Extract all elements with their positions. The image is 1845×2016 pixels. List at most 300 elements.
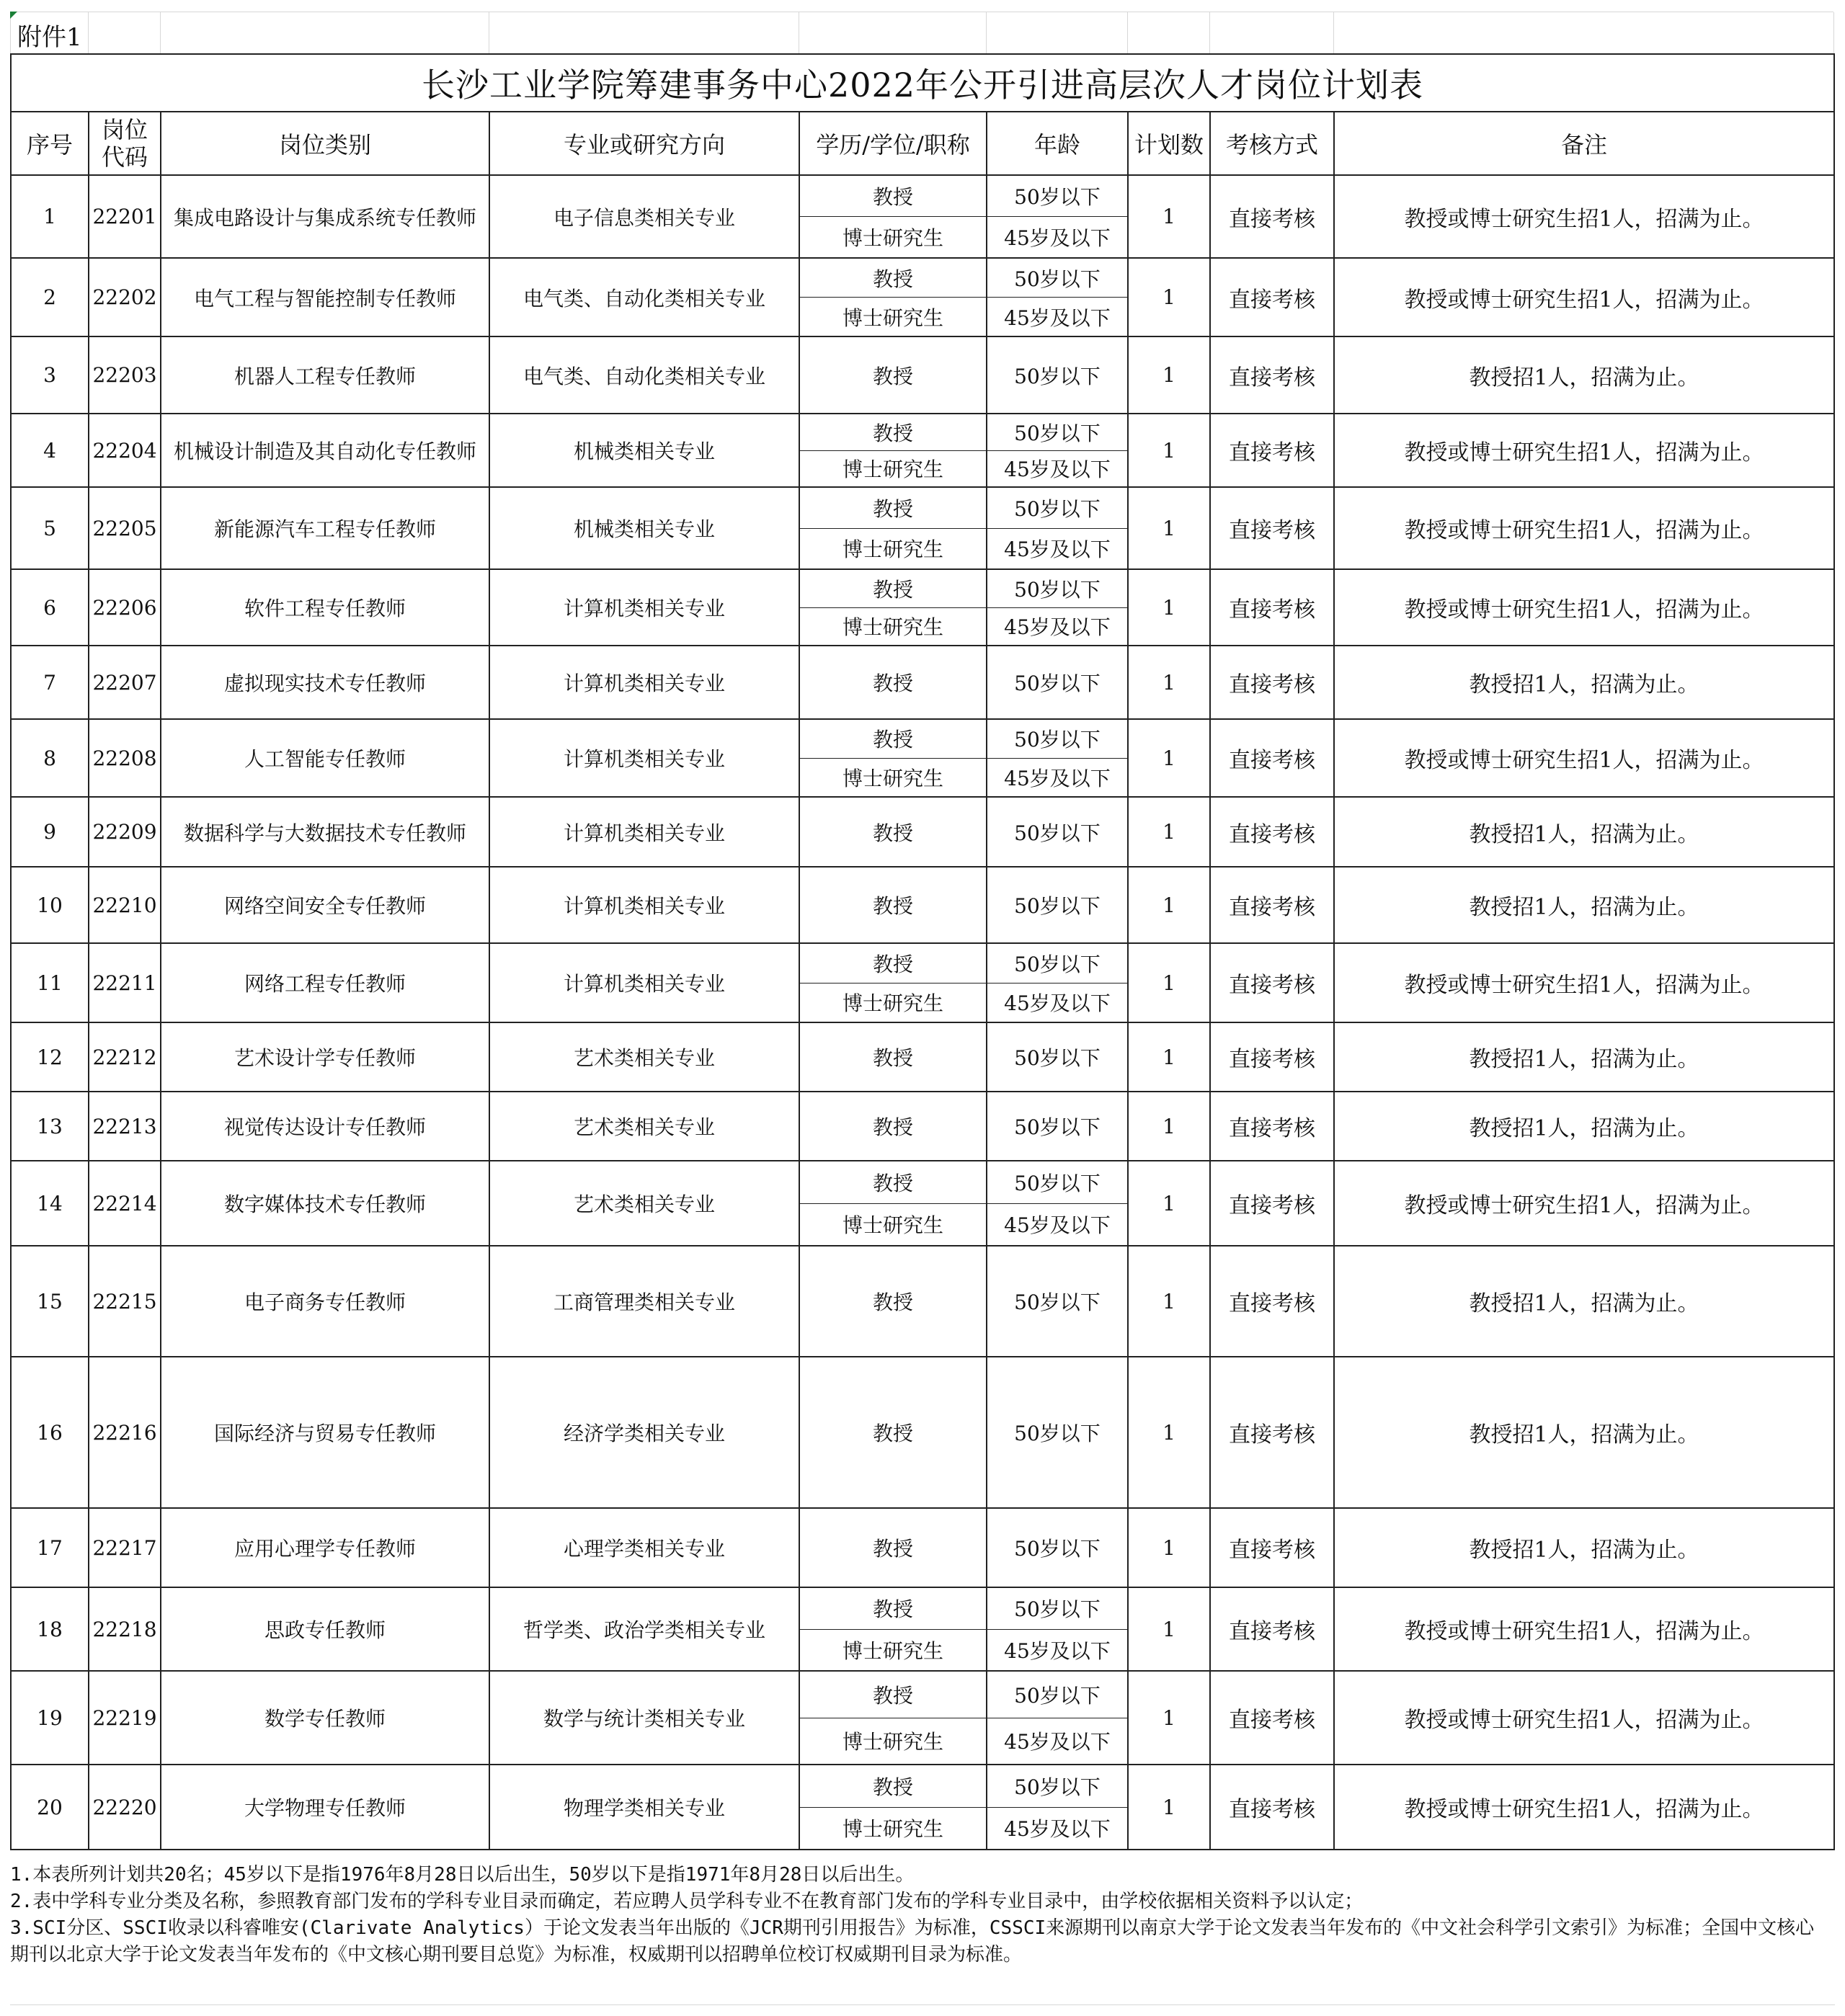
age-stack [987,1672,1127,1764]
header-code [89,112,161,175]
cell-category: 应用心理学专任教师 [161,1508,489,1587]
age-stack [987,646,1127,718]
cell-age [987,1508,1128,1587]
header-row [11,112,1834,175]
cell-degree-value: 教授 [872,1046,913,1070]
degree-stack [800,570,986,645]
cell-category: 大学物理专任教师 [161,1765,489,1850]
cell-degree-value: 教授 [872,1115,913,1139]
cell-method: 直接考核 [1210,487,1334,569]
cell-category: 电气工程与智能控制专任教师 [161,258,489,336]
cell-degree-value: 博士研究生 [800,1807,986,1850]
cell-method: 直接考核 [1210,336,1334,414]
table-row [11,867,1834,943]
table-title: 长沙工业学院筹建事务中心2022年公开引进高层次人才岗位计划表 [11,54,1834,112]
table-row [11,1161,1834,1246]
cell-seq: 11 [11,943,89,1022]
cell-age-value: 50岁以下 [1014,1046,1101,1070]
cell-age-value: 45岁及以下 [987,1629,1127,1671]
cell-degree [799,1022,987,1092]
cell-plan: 1 [1128,1246,1210,1357]
cell-age-value: 50岁以下 [1014,894,1101,918]
cell-major: 机械类相关专业 [489,487,799,569]
cell-age [987,1092,1128,1161]
cell-degree-value: 博士研究生 [800,216,986,257]
cell-major: 计算机类相关专业 [489,797,799,867]
cell-major: 机械类相关专业 [489,414,799,487]
cell-method: 直接考核 [1210,569,1334,646]
cell-age-value: 50岁以下 [1014,728,1101,752]
cell-degree [799,569,987,646]
cell-category: 艺术设计学专任教师 [161,1022,489,1092]
cell-method: 直接考核 [1210,414,1334,487]
degree-stack [800,488,986,568]
cell-major: 计算机类相关专业 [489,646,799,719]
cell-method: 直接考核 [1210,1671,1334,1765]
cell-age [987,1022,1128,1092]
cell-age-value: 45岁及以下 [987,450,1127,487]
table-row [11,414,1834,487]
cell-age [987,867,1128,943]
degree-stack [800,176,986,257]
cell-major: 计算机类相关专业 [489,943,799,1022]
footnote-3: 3.SCI分区、SSCI收录以科睿唯安(Clarivate Analytics）于论文发表当年出版的《JCR期刊引用报告》为标准，CSSCI来源期刊以南京大学于论文发表当年发布的《中文社会科学引文索引》为标准；全国中文核心期刊以北京大学于论文发表当年发布的《中文核心期刊要目总览》为标准，权威期刊以招聘单位校订权威期刊目录为标准。 [10,1917,1815,1966]
age-stack [987,488,1127,568]
cell-seq: 4 [11,414,89,487]
cell-remark: 教授招1人，招满为止。 [1334,646,1834,719]
attachment-row [10,12,1833,53]
cell-age-value: 50岁以下 [1014,577,1101,602]
cell-category: 新能源汽车工程专任教师 [161,487,489,569]
header-age: 年龄 [987,112,1128,175]
age-stack [987,1588,1127,1670]
degree-stack [800,798,986,866]
cell-degree [799,336,987,414]
cell-plan: 1 [1128,867,1210,943]
cell-method: 直接考核 [1210,943,1334,1022]
cell-code: 22214 [89,1161,161,1246]
cell-code: 22211 [89,943,161,1022]
cell-age [987,1357,1128,1508]
degree-stack [800,867,986,942]
cell-degree-value: 教授 [872,821,913,845]
cell-remark: 教授或博士研究生招1人，招满为止。 [1334,943,1834,1022]
cell-age-value: 45岁及以下 [987,983,1127,1022]
cell-plan: 1 [1128,1508,1210,1587]
age-stack [987,1246,1127,1356]
cell-age-value: 45岁及以下 [987,297,1127,336]
degree-stack [800,1023,986,1091]
cell-major: 哲学类、政治学类相关专业 [489,1587,799,1671]
table-row [11,1246,1834,1357]
cell-degree-value: 教授 [872,1775,913,1799]
footnotes [10,1862,1826,1968]
header-plan: 计划数 [1128,112,1210,175]
degree-stack [800,1588,986,1670]
table-row [11,719,1834,797]
table-row [11,336,1834,414]
cell-degree-value: 博士研究生 [800,607,986,646]
age-stack [987,176,1127,257]
cell-major: 艺术类相关专业 [489,1092,799,1161]
age-stack [987,798,1127,866]
age-stack [987,1509,1127,1587]
table-row [11,175,1834,258]
cell-remark: 教授或博士研究生招1人，招满为止。 [1334,1587,1834,1671]
cell-degree-value: 博士研究生 [800,758,986,797]
cell-degree-value: 教授 [872,672,913,695]
cell-degree [799,1765,987,1850]
cell-age [987,258,1128,336]
cell-degree-value: 教授 [872,267,913,291]
cell-method: 直接考核 [1210,719,1334,797]
cell-method: 直接考核 [1210,867,1334,943]
cell-plan: 1 [1128,414,1210,487]
cell-seq: 19 [11,1671,89,1765]
age-stack [987,414,1127,486]
cell-remark: 教授招1人，招满为止。 [1334,1022,1834,1092]
cell-method: 直接考核 [1210,1161,1334,1246]
table-row [11,569,1834,646]
cell-seq: 10 [11,867,89,943]
cell-age-value: 50岁以下 [1014,821,1101,845]
degree-stack [800,1672,986,1764]
cell-age-value: 50岁以下 [1014,952,1101,976]
cell-remark: 教授或博士研究生招1人，招满为止。 [1334,1671,1834,1765]
table-row [11,1587,1834,1671]
cell-seq: 8 [11,719,89,797]
cell-remark: 教授或博士研究生招1人，招满为止。 [1334,258,1834,336]
cell-code: 22220 [89,1765,161,1850]
degree-stack [800,414,986,486]
cell-code: 22215 [89,1246,161,1357]
cell-seq: 20 [11,1765,89,1850]
cell-age-value: 45岁及以下 [987,528,1127,569]
cell-degree [799,797,987,867]
cell-degree [799,1671,987,1765]
cell-age [987,943,1128,1022]
cell-age-value: 45岁及以下 [987,1203,1127,1246]
header-code-line2: 代码 [101,143,148,171]
table-row [11,1671,1834,1765]
cell-degree [799,1357,987,1508]
header-major: 专业或研究方向 [489,112,799,175]
cell-method: 直接考核 [1210,1587,1334,1671]
cell-method: 直接考核 [1210,175,1334,258]
cell-age-value: 50岁以下 [1014,364,1101,388]
cell-code: 22209 [89,797,161,867]
header-remark: 备注 [1334,112,1834,175]
cell-remark: 教授或博士研究生招1人，招满为止。 [1334,719,1834,797]
cell-code: 22217 [89,1508,161,1587]
cell-age-value: 45岁及以下 [987,607,1127,646]
cell-seq: 13 [11,1092,89,1161]
age-stack [987,337,1127,413]
cell-seq: 1 [11,175,89,258]
cell-major: 工商管理类相关专业 [489,1246,799,1357]
table-row [11,797,1834,867]
cell-seq: 3 [11,336,89,414]
cell-degree [799,258,987,336]
cell-plan: 1 [1128,336,1210,414]
cell-age-value: 45岁及以下 [987,216,1127,257]
cell-plan: 1 [1128,719,1210,797]
cell-method: 直接考核 [1210,1357,1334,1508]
cell-age-value: 50岁以下 [1014,1683,1101,1708]
cell-age [987,336,1128,414]
cell-degree [799,943,987,1022]
cell-age [987,1161,1128,1246]
degree-stack [800,1357,986,1507]
cell-method: 直接考核 [1210,1022,1334,1092]
cell-remark: 教授招1人，招满为止。 [1334,1357,1834,1508]
cell-remark: 教授招1人，招满为止。 [1334,1508,1834,1587]
cell-code: 22204 [89,414,161,487]
cell-age-value: 50岁以下 [1014,1537,1101,1561]
cell-major: 物理学类相关专业 [489,1765,799,1850]
degree-stack [800,646,986,718]
cell-remark: 教授招1人，招满为止。 [1334,867,1834,943]
cell-degree-value: 教授 [872,1537,913,1561]
cell-category: 思政专任教师 [161,1587,489,1671]
cell-age-value: 45岁及以下 [987,1807,1127,1850]
header-code-line1: 岗位 [101,116,148,143]
cell-degree-value: 博士研究生 [800,1629,986,1671]
cell-category: 数据科学与大数据技术专任教师 [161,797,489,867]
cell-degree-value: 教授 [872,496,913,521]
cell-category: 数学专任教师 [161,1671,489,1765]
cell-degree-value: 教授 [872,894,913,918]
age-stack [987,1357,1127,1507]
cell-remark: 教授招1人，招满为止。 [1334,336,1834,414]
cell-degree [799,1092,987,1161]
cell-code: 22202 [89,258,161,336]
cell-degree [799,487,987,569]
cell-code: 22212 [89,1022,161,1092]
table-row [11,258,1834,336]
degree-stack [800,1509,986,1587]
cell-plan: 1 [1128,1671,1210,1765]
degree-stack [800,1161,986,1245]
header-method: 考核方式 [1210,112,1334,175]
age-stack [987,720,1127,796]
cell-code: 22216 [89,1357,161,1508]
age-stack [987,259,1127,336]
cell-major: 电气类、自动化类相关专业 [489,336,799,414]
cell-age-value: 45岁及以下 [987,1718,1127,1765]
cell-remark: 教授或博士研究生招1人，招满为止。 [1334,569,1834,646]
age-stack [987,1161,1127,1245]
cell-degree-value: 教授 [872,364,913,388]
cell-degree [799,1587,987,1671]
table-row [11,1765,1834,1850]
table-row [11,1508,1834,1587]
degree-stack [800,720,986,796]
cell-degree-value: 博士研究生 [800,528,986,569]
degree-stack [800,337,986,413]
cell-category: 电子商务专任教师 [161,1246,489,1357]
cell-plan: 1 [1128,646,1210,719]
degree-stack [800,1765,986,1849]
cell-seq: 14 [11,1161,89,1246]
cell-age-value: 50岁以下 [1014,185,1101,209]
cell-plan: 1 [1128,1161,1210,1246]
recruitment-plan-table [10,53,1835,1850]
cell-age-value: 50岁以下 [1014,672,1101,695]
gridlines [10,12,1833,53]
cell-method: 直接考核 [1210,1508,1334,1587]
cell-age-value: 50岁以下 [1014,1422,1101,1445]
cell-degree-value: 博士研究生 [800,1718,986,1765]
cell-major: 计算机类相关专业 [489,719,799,797]
footnote-1: 1.本表所列计划共20名；45岁以下是指1976年8月28日以后出生，50岁以下是指1971年8月28日以后出生。 [10,1864,915,1886]
cell-degree-value: 教授 [872,728,913,752]
cell-method: 直接考核 [1210,646,1334,719]
table-row [11,646,1834,719]
header-category: 岗位类别 [161,112,489,175]
cell-remark: 教授或博士研究生招1人，招满为止。 [1334,175,1834,258]
cell-code: 22205 [89,487,161,569]
cell-seq: 2 [11,258,89,336]
cell-remark: 教授或博士研究生招1人，招满为止。 [1334,414,1834,487]
cell-major: 电气类、自动化类相关专业 [489,258,799,336]
cell-age-value: 45岁及以下 [987,758,1127,797]
cell-degree [799,414,987,487]
cell-plan: 1 [1128,943,1210,1022]
cell-age [987,414,1128,487]
table-row [11,1357,1834,1508]
cell-remark: 教授或博士研究生招1人，招满为止。 [1334,1765,1834,1850]
footnote-2: 2.表中学科专业分类及名称，参照教育部门发布的学科专业目录而确定，若应聘人员学科专业不在教育部门发布的学科专业目录中，由学校依据相关资料予以认定； [10,1891,1364,1912]
cell-age [987,1671,1128,1765]
cell-age [987,487,1128,569]
spreadsheet-sheet [10,12,1833,1850]
cell-age-value: 50岁以下 [1014,267,1101,291]
cell-age [987,569,1128,646]
cell-category: 视觉传达设计专任教师 [161,1092,489,1161]
cell-seq: 16 [11,1357,89,1508]
cell-code: 22208 [89,719,161,797]
cell-code: 22213 [89,1092,161,1161]
cell-plan: 1 [1128,569,1210,646]
cell-code: 22203 [89,336,161,414]
age-stack [987,1023,1127,1091]
degree-stack [800,944,986,1022]
cell-method: 直接考核 [1210,797,1334,867]
cell-plan: 1 [1128,487,1210,569]
degree-stack [800,1246,986,1356]
cell-degree-value: 教授 [872,1597,913,1622]
cell-method: 直接考核 [1210,1765,1334,1850]
cell-marker-icon [10,12,17,19]
cell-age [987,1246,1128,1357]
cell-category: 网络空间安全专任教师 [161,867,489,943]
cell-age [987,1587,1128,1671]
attachment-label: 附件1 [17,23,82,52]
cell-age-value: 50岁以下 [1014,1290,1101,1314]
cell-seq: 6 [11,569,89,646]
cell-major: 艺术类相关专业 [489,1022,799,1092]
cell-remark: 教授或博士研究生招1人，招满为止。 [1334,1161,1834,1246]
cell-category: 软件工程专任教师 [161,569,489,646]
cell-major: 艺术类相关专业 [489,1161,799,1246]
cell-age-value: 50岁以下 [1014,421,1101,445]
cell-degree [799,1508,987,1587]
cell-degree-value: 教授 [872,421,913,445]
cell-degree [799,867,987,943]
cell-category: 国际经济与贸易专任教师 [161,1357,489,1508]
cell-remark: 教授招1人，招满为止。 [1334,1092,1834,1161]
cell-major: 数学与统计类相关专业 [489,1671,799,1765]
cell-degree-value: 教授 [872,952,913,976]
cell-age [987,797,1128,867]
cell-plan: 1 [1128,1357,1210,1508]
cell-plan: 1 [1128,1022,1210,1092]
cell-seq: 12 [11,1022,89,1092]
cell-age [987,175,1128,258]
cell-degree-value: 教授 [872,185,913,209]
cell-code: 22218 [89,1587,161,1671]
age-stack [987,944,1127,1022]
cell-major: 经济学类相关专业 [489,1357,799,1508]
age-stack [987,1092,1127,1160]
cell-category: 人工智能专任教师 [161,719,489,797]
cell-category: 集成电路设计与集成系统专任教师 [161,175,489,258]
cell-remark: 教授或博士研究生招1人，招满为止。 [1334,487,1834,569]
cell-major: 心理学类相关专业 [489,1508,799,1587]
cell-category: 虚拟现实技术专任教师 [161,646,489,719]
cell-category: 机器人工程专任教师 [161,336,489,414]
cell-age-value: 50岁以下 [1014,1775,1101,1799]
gridline-bottom [10,2004,1835,2005]
cell-age [987,1765,1128,1850]
cell-remark: 教授招1人，招满为止。 [1334,797,1834,867]
table-row [11,487,1834,569]
cell-degree [799,719,987,797]
cell-code: 22207 [89,646,161,719]
cell-degree-value: 博士研究生 [800,297,986,336]
cell-degree [799,1161,987,1246]
cell-age-value: 50岁以下 [1014,1115,1101,1139]
cell-plan: 1 [1128,1092,1210,1161]
age-stack [987,570,1127,645]
cell-method: 直接考核 [1210,1092,1334,1161]
cell-age [987,646,1128,719]
cell-category: 网络工程专任教师 [161,943,489,1022]
cell-remark: 教授招1人，招满为止。 [1334,1246,1834,1357]
cell-degree [799,1246,987,1357]
table-row [11,1022,1834,1092]
cell-degree-value: 教授 [872,1422,913,1445]
cell-degree-value: 教授 [872,1171,913,1195]
cell-degree-value: 教授 [872,1683,913,1708]
cell-code: 22219 [89,1671,161,1765]
cell-age-value: 50岁以下 [1014,1171,1101,1195]
header-seq: 序号 [11,112,89,175]
cell-degree-value: 博士研究生 [800,983,986,1022]
table-row [11,943,1834,1022]
cell-seq: 5 [11,487,89,569]
degree-stack [800,259,986,336]
cell-degree [799,646,987,719]
age-stack [987,1765,1127,1849]
cell-degree-value: 博士研究生 [800,450,986,487]
cell-major: 电子信息类相关专业 [489,175,799,258]
cell-degree [799,175,987,258]
cell-category: 数字媒体技术专任教师 [161,1161,489,1246]
cell-age-value: 50岁以下 [1014,1597,1101,1622]
header-degree: 学历/学位/职称 [799,112,987,175]
